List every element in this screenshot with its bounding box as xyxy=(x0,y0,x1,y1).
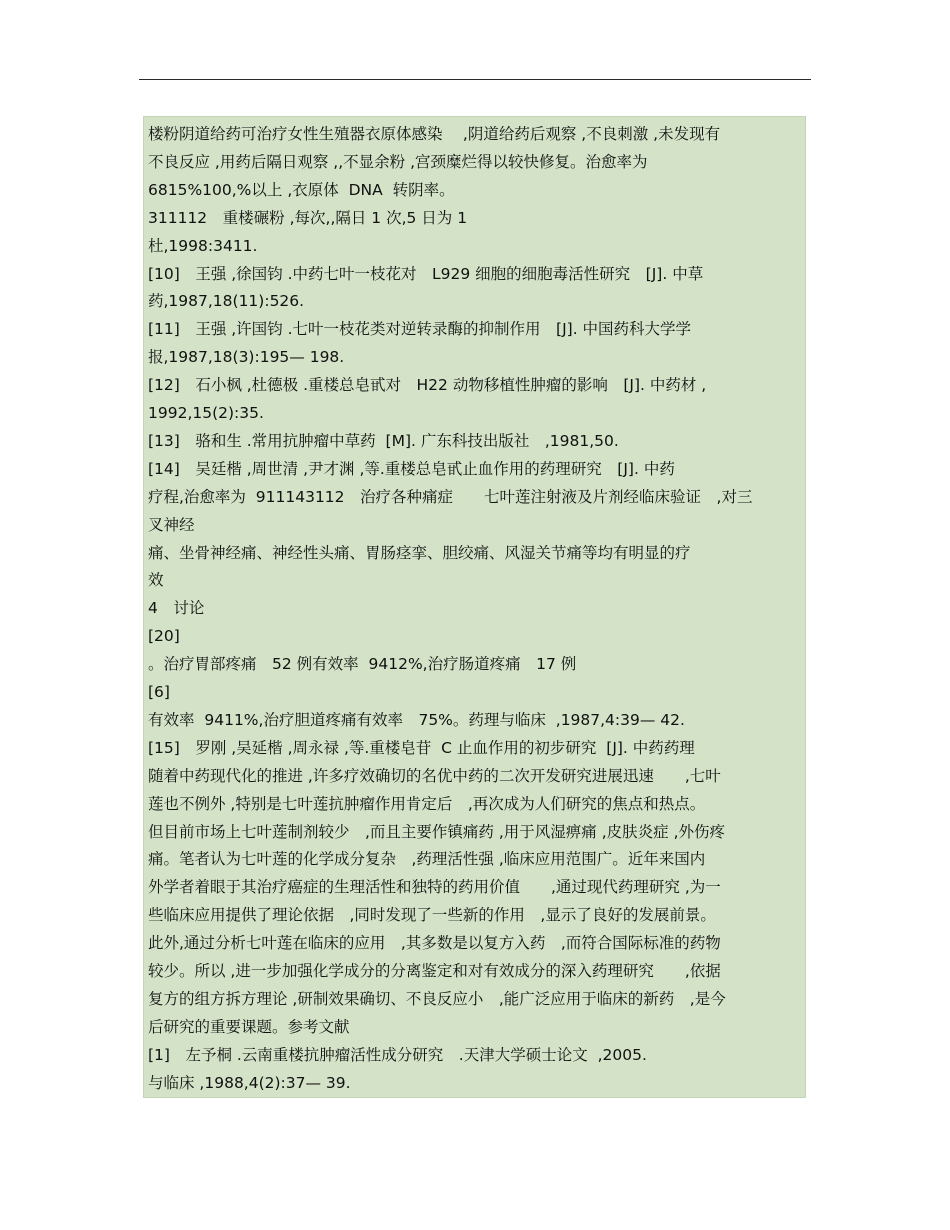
section-heading: 4 讨论 xyxy=(148,599,205,618)
text-line: 外学者着眼于其治疗癌症的生理活性和独特的药用价值 ,通过现代药理研究 ,为一 xyxy=(148,878,721,897)
text-line: 些临床应用提供了理论依据 ,同时发现了一些新的作用 ,显示了良好的发展前景。 xyxy=(148,906,716,925)
reference-line: 报,1987,18(3):195— 198. xyxy=(148,348,345,367)
text-line: 311112 重楼碾粉 ,每次,,隔日 1 次,5 日为 1 xyxy=(148,208,468,227)
text-line: 叉神经 xyxy=(148,515,195,534)
reference-line: [14] 吴廷楷 ,周世清 ,尹才渊 ,等.重楼总皂甙止血作用的药理研究 [J]. 中药 xyxy=(148,459,675,478)
text-line: 疗程,治愈率为 911143112 治疗各种痛症 七叶莲注射液及片剂经临床验证 ,对三 xyxy=(148,487,753,506)
citation-marker: [20] xyxy=(148,627,180,646)
text-block xyxy=(143,116,806,1098)
text-line: 随着中药现代化的推进 ,许多疗效确切的名优中药的二次开发研究进展迅速 ,七叶 xyxy=(148,766,721,785)
text-line: 但目前市场上七叶莲制剂较少 ,而且主要作镇痛药 ,用于风湿痹痛 ,皮肤炎症 ,外伤疼 xyxy=(148,822,725,841)
reference-line: 1992,15(2):35. xyxy=(148,404,264,422)
text-line: 复方的组方拆方理论 ,研制效果确切、不良反应小 ,能广泛应用于临床的新药 ,是今 xyxy=(148,989,726,1008)
reference-line: 药,1987,18(11):526. xyxy=(148,292,305,311)
reference-line: [10] 王强 ,徐国钧 .中药七叶一枝花对 L929 细胞的细胞毒活性研究 [J]. 中草 xyxy=(148,264,704,283)
text-line: 楼粉阴道给药可治疗女性生殖器衣原体感染 ,阴道给药后观察 ,不良刺激 ,未发现有 xyxy=(148,125,721,143)
reference-line: 杜,1998:3411. xyxy=(148,236,258,255)
text-line: 有效率 9411%,治疗胆道疼痛有效率 75%。药理与临床 ,1987,4:39— 42. xyxy=(148,710,685,729)
text-line: 效 xyxy=(148,571,164,590)
text-line: 此外,通过分析七叶莲在临床的应用 ,其多数是以复方入药 ,而符合国际标准的药物 xyxy=(148,934,721,953)
reference-line: 与临床 ,1988,4(2):37— 39. xyxy=(148,1073,351,1092)
reference-line: [12] 石小枫 ,杜德极 .重楼总皂甙对 H22 动物移植性肿瘤的影响 [J]. 中药材 , xyxy=(148,376,707,395)
reference-line: [13] 骆和生 .常用抗肿瘤中草药 [M]. 广东科技出版社 ,1981,50. xyxy=(148,431,619,450)
text-line: 痛、坐骨神经痛、神经性头痛、胃肠痉挛、胆绞痛、风湿关节痛等均有明显的疗 xyxy=(148,543,691,562)
text-line: 较少。所以 ,进一步加强化学成分的分离鉴定和对有效成分的深入药理研究 ,依据 xyxy=(148,962,721,980)
text-line: 不良反应 ,用药后隔日观察 ,,不显余粉 ,宫颈糜烂得以较快修复。治愈率为 xyxy=(148,152,648,171)
reference-line: [11] 王强 ,许国钧 .七叶一枝花类对逆转录酶的抑制作用 [J]. 中国药科大学学 xyxy=(148,320,692,339)
reference-line: [1] 左予桐 .云南重楼抗肿瘤活性成分研究 .天津大学硕士论文 ,2005. xyxy=(148,1045,647,1064)
text-line: 。治疗胃部疼痛 52 例有效率 9412%,治疗肠道疼痛 17 例 xyxy=(148,655,577,674)
text-line: 莲也不例外 ,特别是七叶莲抗肿瘤作用肯定后 ,再次成为人们研究的焦点和热点。 xyxy=(148,794,706,813)
text-line: 6815%100,%以上 ,衣原体 DNA 转阴率。 xyxy=(148,180,455,199)
header-rule xyxy=(139,79,811,80)
text-line: 痛。笔者认为七叶莲的化学成分复杂 ,药理活性强 ,临床应用范围广。近年来国内 xyxy=(148,850,706,869)
citation-marker: [6] xyxy=(148,683,170,701)
reference-line: [15] 罗刚 ,吴延楷 ,周永禄 ,等.重楼皂苷 C 止血作用的初步研究 [J]. 中药药理 xyxy=(148,738,695,757)
text-line: 后研究的重要课题。参考文献 xyxy=(148,1017,350,1036)
